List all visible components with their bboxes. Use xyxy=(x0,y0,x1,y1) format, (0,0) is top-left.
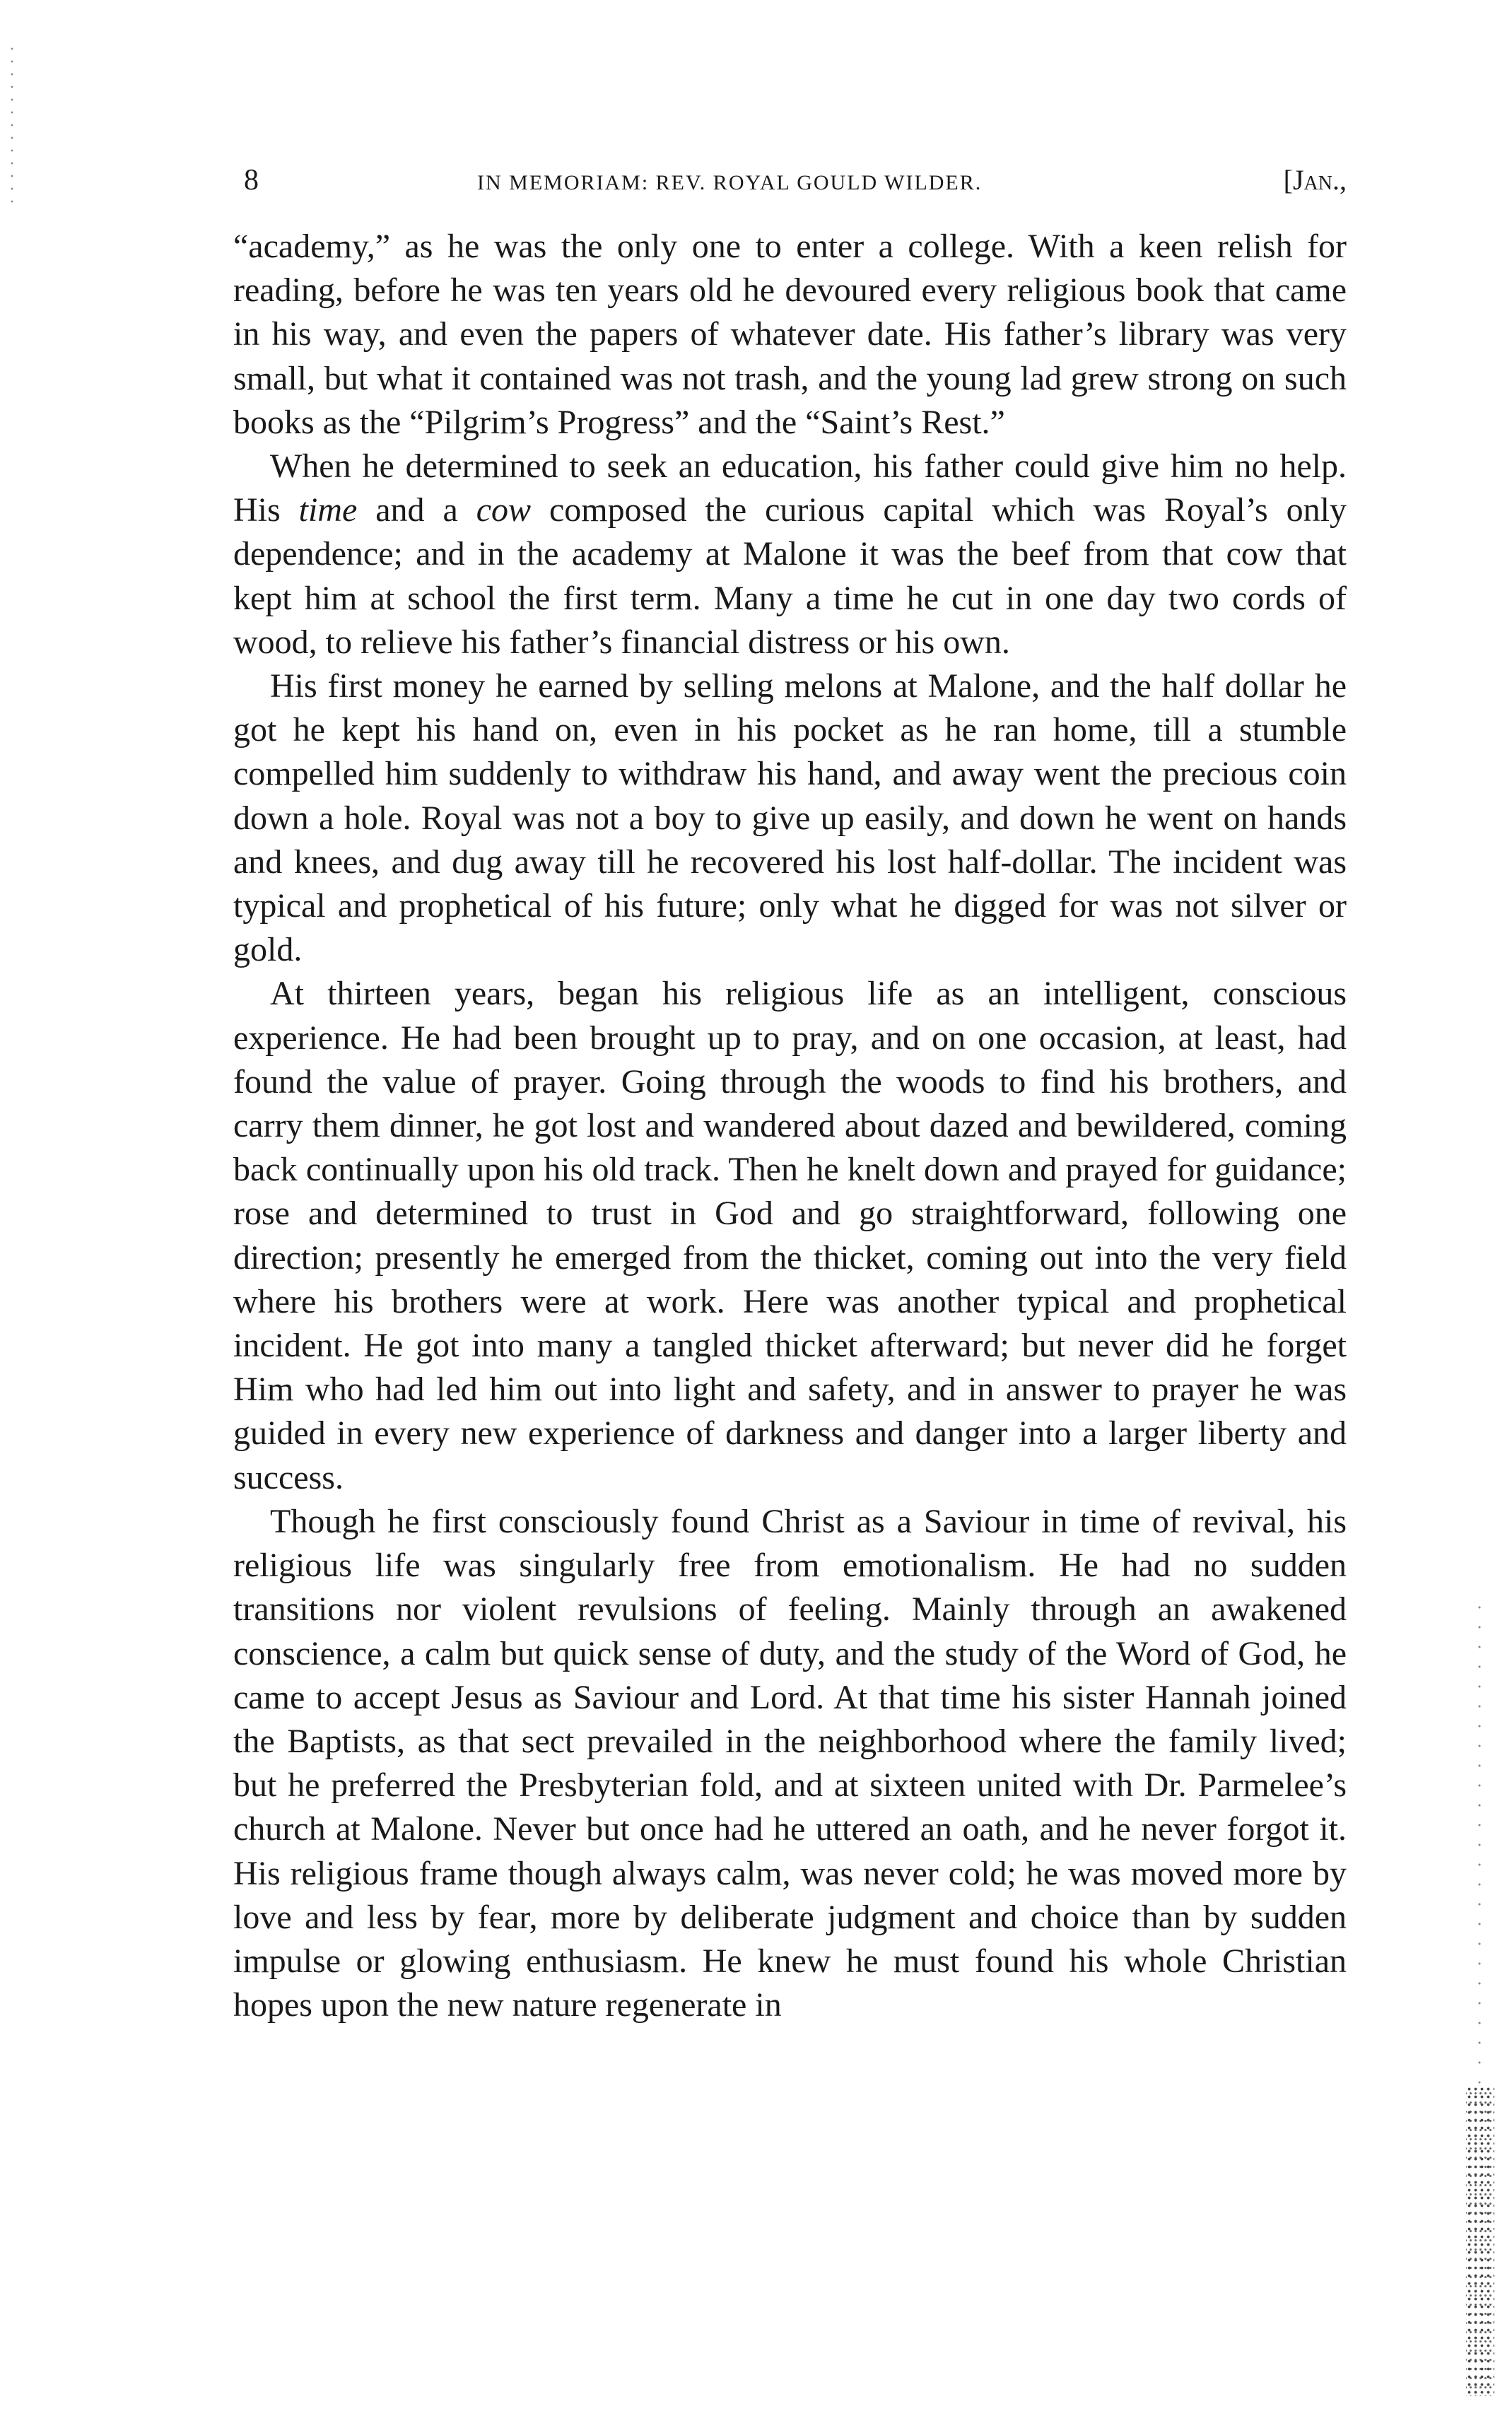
paragraph-text: At thirteen years, began his religious life as an intelligent, conscious experience. He had been brought up to pray, and on one occasion, at least, had found the value of prayer. Going through the woods to find his brothers, and carry them dinner, he got lost and wandered about dazed and bewildered, coming back continually upon his old track. Then he knelt down and prayed for guidance; rose and determined to trust in God and go straightforward, following one direction; presently he emerged from the thicket, coming out into the very field where his brothers were at work. Here was another typical and prophetical incident. He got into many a tangled thicket afterward; but never did he forget Him who had led him out into light and safety, and in answer to prayer he was guided in every new experience of darkness and danger into a larger liberty and success. xyxy=(233,975,1347,1496)
header-month: [Jan., xyxy=(1283,164,1347,196)
paragraph-text: When he determined to seek an education, his father could give him no help. His xyxy=(233,447,1347,529)
page-number: 8 xyxy=(244,164,259,197)
scan-artifact-binding-edge xyxy=(1466,2085,1494,2396)
emphasis-cow: cow xyxy=(476,491,532,529)
paragraph-4 xyxy=(233,972,1347,1499)
running-title: IN MEMORIAM: REV. ROYAL GOULD WILDER. xyxy=(477,171,983,194)
paragraph-text: “academy,” as he was the only one to enter a college. With a keen relish for reading, before he was ten years old he devoured every religious book that came in his way, and even the papers of whatever date. His father’s library was very small, but what it contained was not trash, and the young lad grew strong on such books as the “Pilgrim’s Progress” and the “Saint’s Rest.” xyxy=(233,228,1347,441)
paragraph-text: and a xyxy=(357,491,476,529)
emphasis-time: time xyxy=(298,491,358,529)
paragraph-text: Though he first consciously found Christ as a Saviour in time of revival, his religious life was singularly free from emotionalism. He had no sudden transitions nor violent revulsions of feeling. Mainly through an awakened conscience, a calm but quick sense of duty, and the study of the Word of God, he came to accept Jesus as Saviour and Lord. At that time his sister Hannah joined the Baptists, as that sect prevailed in the neighborhood where the family lived; but he preferred the Presbyterian fold, and at sixteen united with Dr. Parmelee’s church at Malone. Never but once had he uttered an oath, and he never forgot it. His religious frame though always calm, was never cold; he was moved more by love and less by fear, more by deliberate judgment and choice than by sudden impulse or glowing enthusiasm. He knew he must found his whole Christian hopes upon the new nature regenerate in xyxy=(233,1502,1347,2024)
running-header xyxy=(244,159,1347,201)
paragraph-text: composed the curious capital which was Royal’s only dependence; and in the academy at Malone it was the beef from that cow that kept him at school the first term. Many a time he cut in one day two cords of wood, to relieve his father’s financial distress or his own. xyxy=(233,491,1347,661)
paragraph-2 xyxy=(233,445,1347,664)
paragraph-1 xyxy=(233,225,1347,445)
body-text xyxy=(233,225,1347,2027)
paragraph-5 xyxy=(233,1500,1347,2027)
paragraph-text: His first money he earned by selling melons at Malone, and the half dollar he got he kept his hand on, even in his pocket as he ran home, till a stumble compelled him suddenly to withdraw his hand, and away went the precious coin down a hole. Royal was not a boy to give up easily, and down he went on hands and knees, and dug away till he recovered his lost half-dollar. The incident was typical and prophetical of his future; only what he digged for was not silver or gold. xyxy=(233,667,1347,969)
scan-artifact-right-dots xyxy=(1477,1597,1482,2085)
scan-artifact-left xyxy=(10,42,14,205)
paragraph-3 xyxy=(233,664,1347,972)
